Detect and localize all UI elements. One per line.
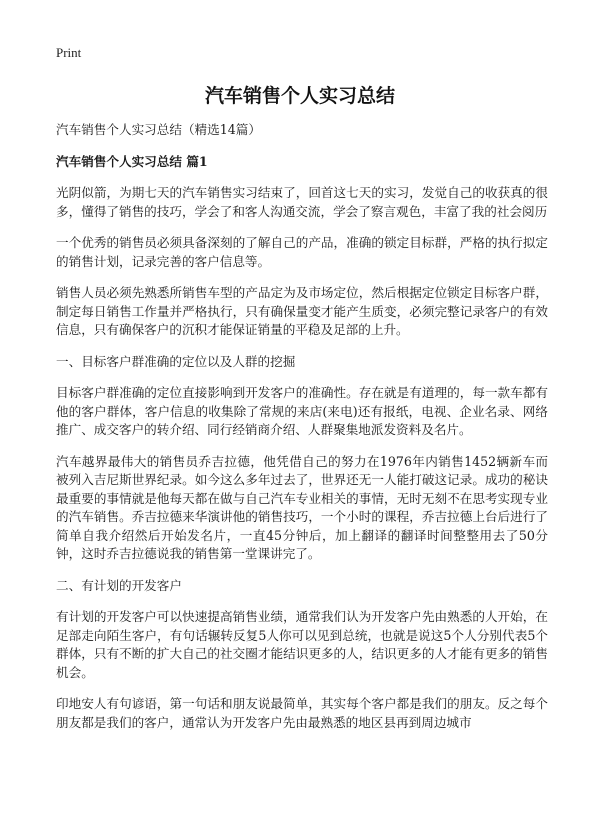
paragraph-1: 光阴似箭，为期七天的汽车销售实习结束了，回首这七天的实习，发觉自己的收获真的很多，懂得了销售的技巧，学会了和客人沟通交流，学会了察言观色，丰富了我的社会阅历 — [56, 185, 548, 219]
paragraph-5: 汽车越界最伟大的销售员乔吉拉德，他凭借自己的努力在1976年内销售1452辆新车而被列入吉尼斯世界纪录。如今这么多年过去了，世界还无一人能打破这记录。成功的秘诀最重要的事情就是他每天都在做与自己汽车专业相关的事情，无时无刻不在思考实现专业的汽车销售。乔吉拉德来华演讲他的销售技巧，一个小时的课程，乔吉拉德上台后进行了简单自我介绍然后开始发名片，一直45分钟后，加上翻译的翻译时间整整用去了50分钟，这时乔吉拉德说我的销售第一堂课讲完了。 — [56, 453, 548, 561]
paragraph-2: 一个优秀的销售员必须具备深刻的了解自己的产品，准确的锁定目标群，严格的执行拟定的销售计划，记录完善的客户信息等。 — [56, 235, 548, 269]
page-title: 汽车销售个人实习总结 — [204, 85, 395, 107]
paragraph-4: 目标客户群准确的定位直接影响到开发客户的准确性。存在就是有道理的，每一款车都有他的客户群体，客户信息的收集除了常规的来店(来电)还有报纸，电视、企业名录、网络推广、成交客户的转介绍、同行经销商介绍、人群聚集地派发资料及名片。 — [56, 385, 548, 437]
heading-2: 二、有计划的开发客户 — [56, 577, 182, 593]
paragraph-3: 销售人员必须先熟悉所销售车型的产品定为及市场定位，然后根据定位锁定目标客户群，制定每日销售工作量并严格执行，只有确保量变才能产生质变，必须完整记录客户的有效信息，只有确保客户的沉积才能保证销量的平稳及足部的上升。 — [56, 285, 548, 337]
paragraph-7: 印地安人有句谚语，第一句话和朋友说最简单，其实每个客户都是我们的朋友。反之每个朋友都是我们的客户，通常认为开发客户先由最熟悉的地区县再到周边城市 — [56, 696, 548, 730]
heading-1: 一、目标客户群准确的定位以及人群的挖掘 — [56, 353, 296, 369]
section-title: 汽车销售个人实习总结 篇1 — [56, 153, 208, 169]
print-link[interactable]: Print — [56, 45, 82, 60]
paragraph-6: 有计划的开发客户可以快速提高销售业绩，通常我们认为开发客户先由熟悉的人开始，在足部走向陌生客户，有句话辗转反复5人你可以见到总统，也就是说这5个人分别代表5个群体，只有不断的扩大自己的社交圈才能结识更多的人，结识更多的人才能有更多的销售机会。 — [56, 609, 548, 680]
document-body — [56, 121, 548, 745]
document-subtitle: 汽车销售个人实习总结（精选14篇） — [56, 122, 261, 137]
